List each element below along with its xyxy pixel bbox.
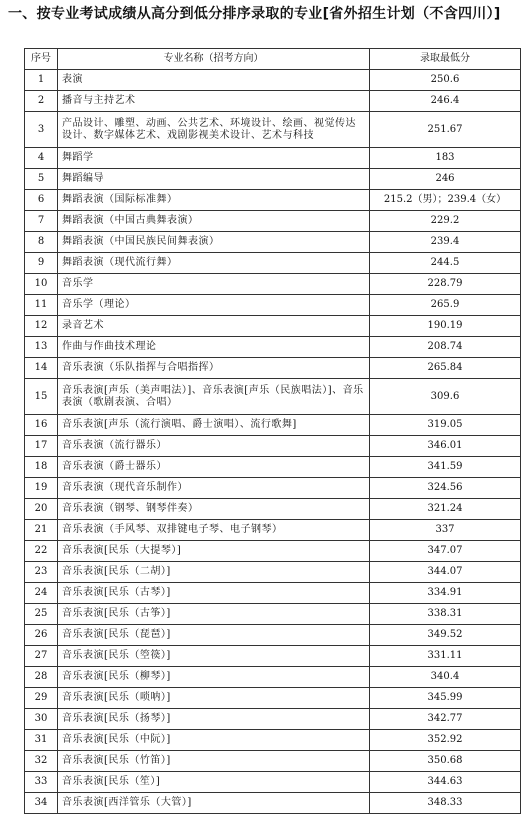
row-major-name: 音乐表演[民乐（柳琴）] [58,667,370,688]
table-row [25,211,521,232]
row-major-name: 音乐表演[民乐（古琴）] [58,583,370,604]
row-major-name: 舞蹈表演（中国民族民间舞表演） [58,232,370,253]
row-min-score: 244.5 [370,253,521,274]
table-row [25,562,521,583]
row-min-score: 265.9 [370,295,521,316]
row-min-score: 348.33 [370,793,521,814]
row-index: 7 [25,211,58,232]
table-row [25,415,521,436]
row-index: 30 [25,709,58,730]
row-major-name: 播音与主持艺术 [58,91,370,112]
col-header-no: 序号 [25,49,58,70]
admission-score-table [24,48,521,814]
table-row [25,457,521,478]
table-body [25,70,521,814]
row-major-name: 舞蹈编导 [58,169,370,190]
table-row [25,709,521,730]
row-index: 22 [25,541,58,562]
table-row [25,112,521,148]
row-major-name: 音乐表演[声乐（流行演唱、爵士演唱）、流行歌舞] [58,415,370,436]
table-row [25,667,521,688]
row-major-name: 舞蹈表演（国际标准舞） [58,190,370,211]
row-major-name: 音乐表演（流行器乐） [58,436,370,457]
row-min-score: 251.67 [370,112,521,148]
row-major-name: 音乐表演[民乐（中阮）] [58,730,370,751]
row-min-score: 229.2 [370,211,521,232]
col-header-major: 专业名称（招考方向） [58,49,370,70]
row-index: 13 [25,337,58,358]
row-index: 11 [25,295,58,316]
row-index: 33 [25,772,58,793]
row-index: 9 [25,253,58,274]
row-major-name: 音乐表演[民乐（笙）] [58,772,370,793]
table-row [25,436,521,457]
table-row [25,541,521,562]
row-index: 32 [25,751,58,772]
row-min-score: 344.07 [370,562,521,583]
row-min-score: 340.4 [370,667,521,688]
row-min-score: 239.4 [370,232,521,253]
table-row [25,316,521,337]
row-min-score: 347.07 [370,541,521,562]
row-major-name: 音乐表演（钢琴、钢琴伴奏） [58,499,370,520]
row-index: 29 [25,688,58,709]
row-min-score: 228.79 [370,274,521,295]
row-major-name: 音乐表演[民乐（唢呐）] [58,688,370,709]
row-min-score: 183 [370,148,521,169]
row-major-name: 音乐表演[民乐（竹笛）] [58,751,370,772]
row-index: 27 [25,646,58,667]
row-index: 8 [25,232,58,253]
table-row [25,169,521,190]
row-major-name: 音乐表演[民乐（箜篌）] [58,646,370,667]
row-index: 28 [25,667,58,688]
row-min-score: 345.99 [370,688,521,709]
table-row [25,70,521,91]
row-min-score: 344.63 [370,772,521,793]
row-major-name: 音乐表演[声乐（美声唱法）]、音乐表演[声乐（民族唱法）]、音乐表演（歌剧表演、合唱） [58,379,370,415]
table-row [25,379,521,415]
row-major-name: 音乐表演（乐队指挥与合唱指挥） [58,358,370,379]
row-index: 18 [25,457,58,478]
row-index: 14 [25,358,58,379]
row-min-score: 250.6 [370,70,521,91]
row-index: 3 [25,112,58,148]
row-min-score: 246 [370,169,521,190]
row-major-name: 舞蹈学 [58,148,370,169]
row-min-score: 208.74 [370,337,521,358]
row-major-name: 音乐表演[民乐（扬琴）] [58,709,370,730]
row-min-score: 349.52 [370,625,521,646]
row-min-score: 321.24 [370,499,521,520]
row-major-name: 舞蹈表演（现代流行舞） [58,253,370,274]
row-min-score: 346.01 [370,436,521,457]
row-min-score: 215.2（男）；239.4（女） [370,190,521,211]
row-index: 26 [25,625,58,646]
row-index: 4 [25,148,58,169]
row-index: 12 [25,316,58,337]
row-index: 15 [25,379,58,415]
row-index: 1 [25,70,58,91]
row-major-name: 音乐表演[民乐（大提琴）] [58,541,370,562]
row-major-name: 音乐表演（手风琴、双排键电子琴、电子钢琴） [58,520,370,541]
row-index: 21 [25,520,58,541]
row-index: 34 [25,793,58,814]
row-min-score: 352.92 [370,730,521,751]
row-major-name: 作曲与作曲技术理论 [58,337,370,358]
row-major-name: 舞蹈表演（中国古典舞表演） [58,211,370,232]
row-major-name: 产品设计、雕塑、动画、公共艺术、环境设计、绘画、视觉传达设计、数字媒体艺术、戏剧影视美术设计、艺术与科技 [58,112,370,148]
row-major-name: 音乐表演（现代音乐制作） [58,478,370,499]
row-index: 2 [25,91,58,112]
row-index: 23 [25,562,58,583]
table-row [25,190,521,211]
table-row [25,295,521,316]
row-min-score: 350.68 [370,751,521,772]
row-min-score: 190.19 [370,316,521,337]
table-header-row [25,49,521,70]
row-min-score: 309.6 [370,379,521,415]
row-index: 20 [25,499,58,520]
row-min-score: 341.59 [370,457,521,478]
col-header-score: 录取最低分 [370,49,521,70]
table-row [25,793,521,814]
table-row [25,358,521,379]
table-row [25,337,521,358]
table-row [25,772,521,793]
section-heading: 一、按专业考试成绩从高分到低分排序录取的专业[省外招生计划（不含四川）] [8,6,501,22]
row-index: 6 [25,190,58,211]
row-index: 17 [25,436,58,457]
row-index: 25 [25,604,58,625]
table-row [25,232,521,253]
row-min-score: 246.4 [370,91,521,112]
table-row [25,688,521,709]
table-row [25,625,521,646]
table-row [25,253,521,274]
table-row [25,751,521,772]
row-min-score: 319.05 [370,415,521,436]
table-row [25,730,521,751]
table-row [25,520,521,541]
table-row [25,148,521,169]
table-row [25,274,521,295]
row-index: 31 [25,730,58,751]
row-major-name: 录音艺术 [58,316,370,337]
row-min-score: 331.11 [370,646,521,667]
row-major-name: 音乐表演（爵士器乐） [58,457,370,478]
row-major-name: 音乐表演[民乐（琵琶）] [58,625,370,646]
row-index: 5 [25,169,58,190]
row-min-score: 324.56 [370,478,521,499]
table-row [25,478,521,499]
row-min-score: 338.31 [370,604,521,625]
row-major-name: 音乐表演[民乐（二胡）] [58,562,370,583]
table-row [25,91,521,112]
row-major-name: 表演 [58,70,370,91]
row-major-name: 音乐学（理论） [58,295,370,316]
table-row [25,583,521,604]
row-min-score: 342.77 [370,709,521,730]
table-row [25,499,521,520]
row-index: 24 [25,583,58,604]
row-major-name: 音乐表演[西洋管乐（大管）] [58,793,370,814]
row-index: 10 [25,274,58,295]
row-major-name: 音乐表演[民乐（古筝）] [58,604,370,625]
row-major-name: 音乐学 [58,274,370,295]
row-index: 16 [25,415,58,436]
row-min-score: 334.91 [370,583,521,604]
row-min-score: 265.84 [370,358,521,379]
table-row [25,646,521,667]
row-min-score: 337 [370,520,521,541]
table-row [25,604,521,625]
row-index: 19 [25,478,58,499]
